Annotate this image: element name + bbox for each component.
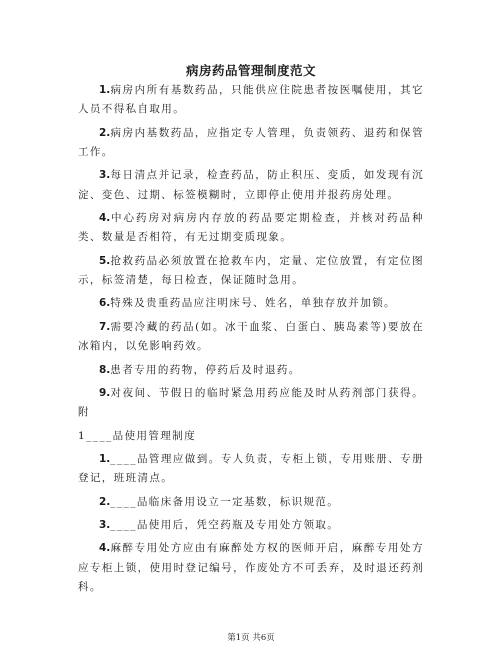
paragraph-number: 1. [99,452,111,465]
document-paragraph [78,427,424,446]
paragraph-number: 2. [99,126,111,139]
paragraph-text: 对夜间、节假日的临时紧急用药应能及时从药剂部门获得。附 [78,386,424,419]
document-paragraph [78,450,424,489]
document-paragraph [78,539,424,597]
document-paragraph [78,209,424,248]
paragraph-text: 麻醉专用处方应由有麻醉处方权的医师开启，麻醉专用处方应专柜上锁，使用时登记编号，作废处方不可丢弃，及时退还药剂科。 [78,542,424,594]
paragraph-number: 9. [99,386,111,399]
paragraph-text: 中心药房对病房内存放的药品要定期检查，并核对药品种类、数量是否相符，有无过期变质现象。 [78,212,424,244]
paragraph-number: 3. [99,169,111,182]
document-paragraph [78,124,424,163]
paragraph-text: 抢救药品必须放置在抢救车内，定量、定位放置，有定位图示，标签清楚，每日检查，保证随时急用。 [78,254,424,287]
document-paragraph [78,252,424,291]
paragraph-text: ____品管理应做到。专人负责，专柜上锁，专用账册、专册登记，班班清点。 [78,452,424,485]
paragraph-text: 病房内基数药品，应指定专人管理，负责领药、退药和保管工作。 [78,126,424,158]
document-paragraph [78,516,424,535]
document-paragraph [78,493,424,512]
paragraph-text: 每日清点并记录，检查药品，防止积压、变质，如发现有沉淀、变色、过期、标签模糊时，立即停止使用并报药房处理。 [78,169,424,201]
document-paragraph [78,384,424,423]
paragraph-number: 7. [99,320,111,333]
page-title: 病房药品管理制度范文 [185,63,316,78]
paragraph-number: 8. [99,363,111,376]
document-body [78,81,424,601]
paragraph-number: 2. [99,495,111,508]
document-paragraph [78,166,424,205]
document-paragraph [78,361,424,380]
paragraph-number: 4. [99,542,111,555]
paragraph-text: 患者专用的药物，停药后及时退药。 [110,363,301,376]
paragraph-number: 3. [99,519,111,532]
paragraph-text: 1____品使用管理制度 [78,429,196,442]
document-paragraph [78,81,424,120]
paragraph-number: 6. [99,297,111,310]
paragraph-text: 需要冷藏的药品(如。冰干血浆、白蛋白、胰岛素等)要放在冰箱内，以免影响药效。 [78,320,424,353]
document-paragraph [78,318,424,357]
paragraph-text: 病房内所有基数药品，只能供应住院患者按医嘱使用，其它人员不得私自取用。 [78,84,424,116]
document-paragraph [78,294,424,313]
page-footer: 第1页 共6页 [227,633,275,643]
paragraph-text: ____品使用后，凭空药瓶及专用处方领取。 [110,519,340,532]
paragraph-number: 4. [99,212,111,225]
paragraph-number: 5. [99,254,111,267]
paragraph-number: 1. [99,84,111,96]
paragraph-text: 特殊及贵重药品应注明床号、姓名，单独存放并加锁。 [110,297,396,310]
paragraph-text: ____品临床备用设立一定基数，标识规范。 [110,495,340,508]
